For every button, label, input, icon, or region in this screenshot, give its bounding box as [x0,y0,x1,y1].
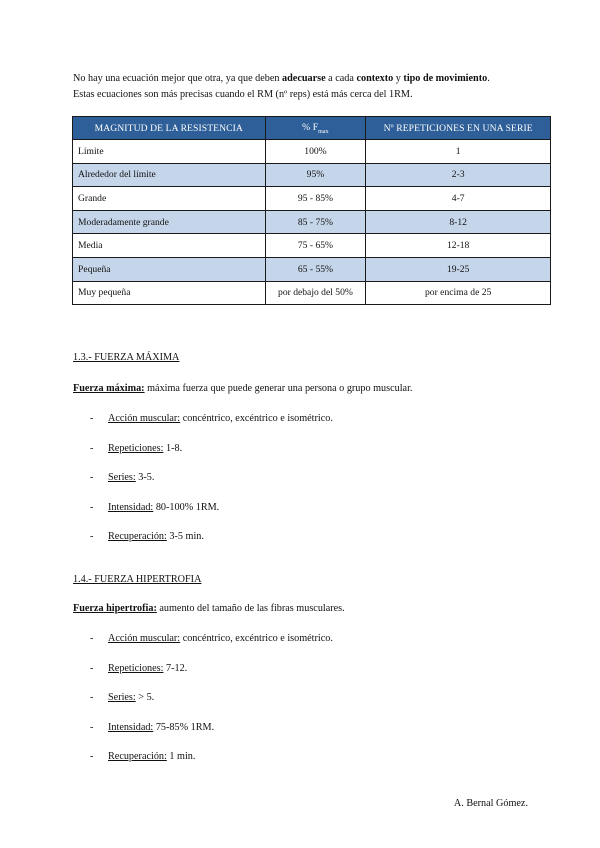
definition-fuerza-hipertrofia [73,603,345,614]
table-row: Grande 95 - 85% 4-7 [73,187,551,211]
header-repeticiones: Nº REPETICIONES EN UNA SERIE [366,117,551,140]
list-item: - Acción muscular: concéntrico, excéntrico e isométrico. [90,633,333,644]
list-item: - Intensidad: 75-85% 1RM. [90,721,215,733]
list-item: - Repeticiones: 7-12. [90,662,188,674]
intro-paragraph [73,71,543,103]
table-row: Moderadamente grande 85 - 75% 8-12 [73,210,551,234]
resistance-table [72,116,551,305]
list-item: - Recuperación: 1 min. [90,751,196,762]
table-row: Pequeña 65 - 55% 19-25 [73,257,551,281]
definition-term: Fuerza máxima: [73,383,145,394]
table-row: Límite 100% 1 [73,140,551,164]
bold-contexto: contexto [356,73,394,84]
intro-line-2: Estas ecuaciones son más precisas cuando el RM (nº reps) está más cerca del 1RM. [73,89,413,100]
list-item: - Series: > 5. [90,692,155,703]
table-header-row [73,117,551,140]
list-item: - Acción muscular: concéntrico, excéntrico e isométrico. [90,413,333,424]
author-signature: A. Bernal Gómez. [453,798,528,809]
list-item: - Series: 3-5. [90,472,155,483]
definition-term: Fuerza hipertrofia: [73,603,157,614]
list-item: - Intensidad: 80-100% 1RM. [90,501,220,513]
header-fuerza: % $F_{max}$ [265,117,366,140]
list-item: - Repeticiones: 1-8. [90,442,183,454]
table-row: Media 75 - 65% 12-18 [73,234,551,258]
bold-adecuarse: adecuarse [282,73,326,84]
table-row: Alrededor del límite 95% 2-3 [73,163,551,187]
section-heading-fuerza-hipertrofia: 1.4.- FUERZA HIPERTROFIA [73,574,202,585]
definition-fuerza-maxima [73,383,412,394]
section-heading-fuerza-maxima: 1.3.- FUERZA MÁXIMA [73,352,180,363]
table-row: Muy pequeña por debajo del 50% por encima de 25 [73,281,551,305]
definition-text: aumento del tamaño de las fibras musculares. [156,603,345,614]
bullet-list-fuerza-maxima [90,413,333,561]
bold-tipo-movimiento: tipo de movimiento [403,73,488,84]
intro-line-1: No hay una ecuación mejor que otra, ya que deben adecuarse a cada contexto y tipo de movimiento. [73,73,490,84]
definition-text: máxima fuerza que puede generar una persona o grupo muscular. [144,383,413,394]
list-item: - Recuperación: 3-5 min. [90,531,204,542]
header-magnitud: MAGNITUD DE LA RESISTENCIA [73,117,266,140]
bullet-list-fuerza-hipertrofia [90,633,333,781]
